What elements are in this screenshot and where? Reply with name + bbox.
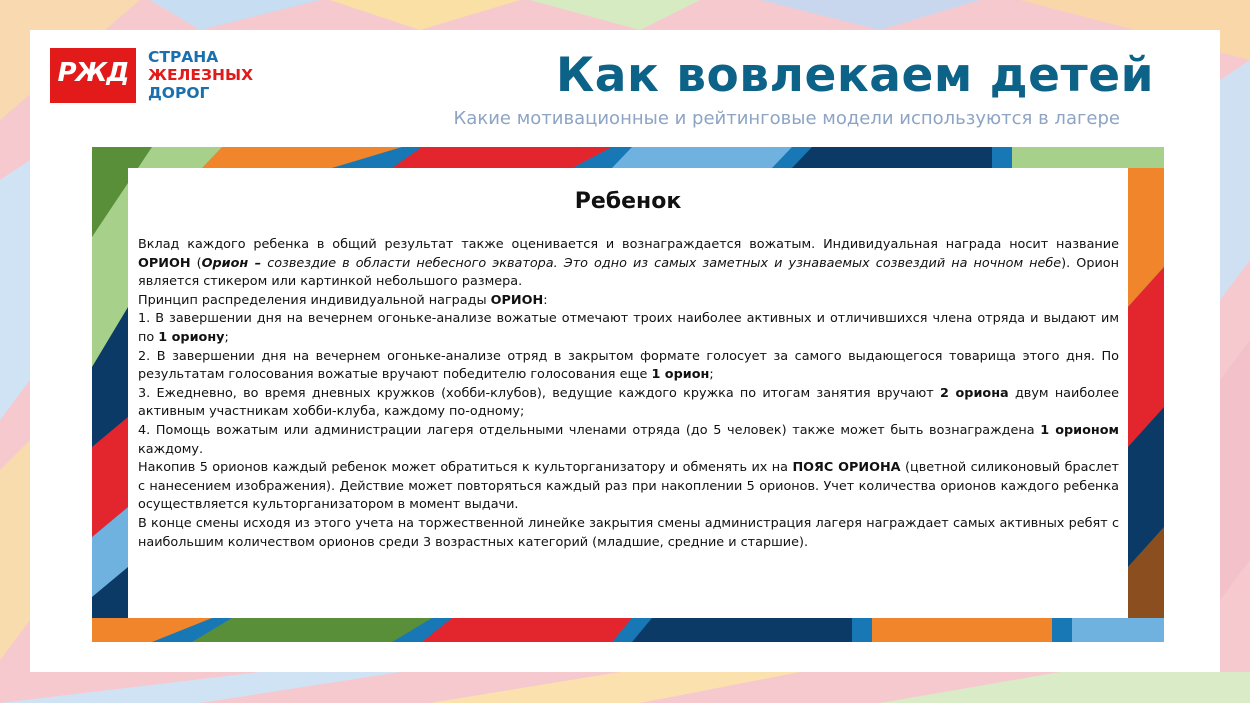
rzd-logo <box>50 48 260 108</box>
bold-term-orion: ОРИОН <box>490 292 544 308</box>
content-box <box>128 168 1128 618</box>
list-item-4 <box>138 422 1119 459</box>
brand-line-1: СТРАНА <box>148 48 219 66</box>
bold-amount: 1 орионом <box>1040 422 1119 438</box>
text-run: В конце смены исходя из этого учета на торжественной линейке закрытия смены администрация лагеря награждает самых активных ребят с наибольшим количеством орионов среди 3 возрастных категорий (младшие, средние и старшие). <box>138 515 1119 550</box>
list-item-2 <box>138 348 1119 385</box>
paragraph-award <box>138 515 1119 552</box>
section-heading: Ребенок <box>574 189 682 214</box>
text-run: Вклад каждого ребенка в общий результат также оценивается и вознаграждается вожатым. Индивидуальная награда носит название <box>138 237 1119 252</box>
list-item-3 <box>138 385 1119 422</box>
rzd-logo-mark-text: РЖД <box>57 58 129 88</box>
text-run: 2. В завершении дня на вечернем огоньке-анализе отряд в закрытом формате голосует за самого выдающегося товарища этого дня. По результатам голосования вожатые вручают победителю голосования еще <box>138 348 1119 383</box>
bold-italic-term: Орион – <box>201 255 262 271</box>
text-run: 4. Помощь вожатым или администрации лагеря отдельными членами отряда (до 5 человек) также может быть вознаграждена <box>138 422 1041 438</box>
text-run: ). Орион является стикером или картинкой небольшого размера. <box>138 255 1120 290</box>
text-run: ; <box>224 329 229 345</box>
bold-term-belt: ПОЯС ОРИОНА <box>792 460 901 476</box>
text-run: ( <box>190 255 202 271</box>
text-run: Принцип распределения индивидуальной награды <box>138 292 491 308</box>
brand-slogan <box>148 48 253 102</box>
brand-line-3: ДОРОГ <box>148 84 210 102</box>
paragraph-exchange <box>138 459 1119 515</box>
rzd-logo-mark <box>50 48 136 103</box>
text-run: Накопив 5 орионов каждый ребенок может обратиться к культорганизатору и обменять их на <box>138 460 793 476</box>
text-run: ; <box>709 367 714 383</box>
bold-term-orion: ОРИОН <box>138 255 191 271</box>
paragraph-intro <box>138 236 1119 292</box>
italic-definition: созвездие в области небесного экватора. Это одно из самых заметных и узнаваемых созвездий на ночном небе <box>261 255 1062 271</box>
body-text <box>138 236 1119 552</box>
text-run: двум наиболее активным участникам хобби-клуба, каждому по-одному; <box>138 385 1119 420</box>
bold-amount: 1 ориону <box>158 329 225 345</box>
text-run: : <box>543 292 548 308</box>
bold-amount: 2 ориона <box>939 385 1009 401</box>
brand-line-2: ЖЕЛЕЗНЫХ <box>148 66 254 84</box>
bold-amount: 1 орион <box>651 367 710 383</box>
text-run: 1. В завершении дня на вечернем огоньке-анализе вожатые отмечают троих наиболее активных и отличившихся члена отряда и выдают им по <box>138 311 1119 345</box>
text-run: 3. Ежедневно, во время дневных кружков (хобби-клубов), ведущие каждого кружка по итогам занятия вручают <box>138 385 940 401</box>
text-run: (цветной силиконовый браслет с нанесением изображения). Действие может повторяться каждый раз при накоплении 5 орионов. Учет количества орионов каждого ребенка осуществляется культорганизатором в момент выдачи. <box>138 460 1119 513</box>
paragraph-principle <box>138 292 1119 311</box>
list-item-1 <box>138 310 1119 347</box>
text-run: каждому. <box>138 441 204 457</box>
page-title: Как вовлекаем детей <box>555 48 1154 103</box>
page-subtitle: Какие мотивационные и рейтинговые модели используются в лагере <box>453 108 1120 129</box>
